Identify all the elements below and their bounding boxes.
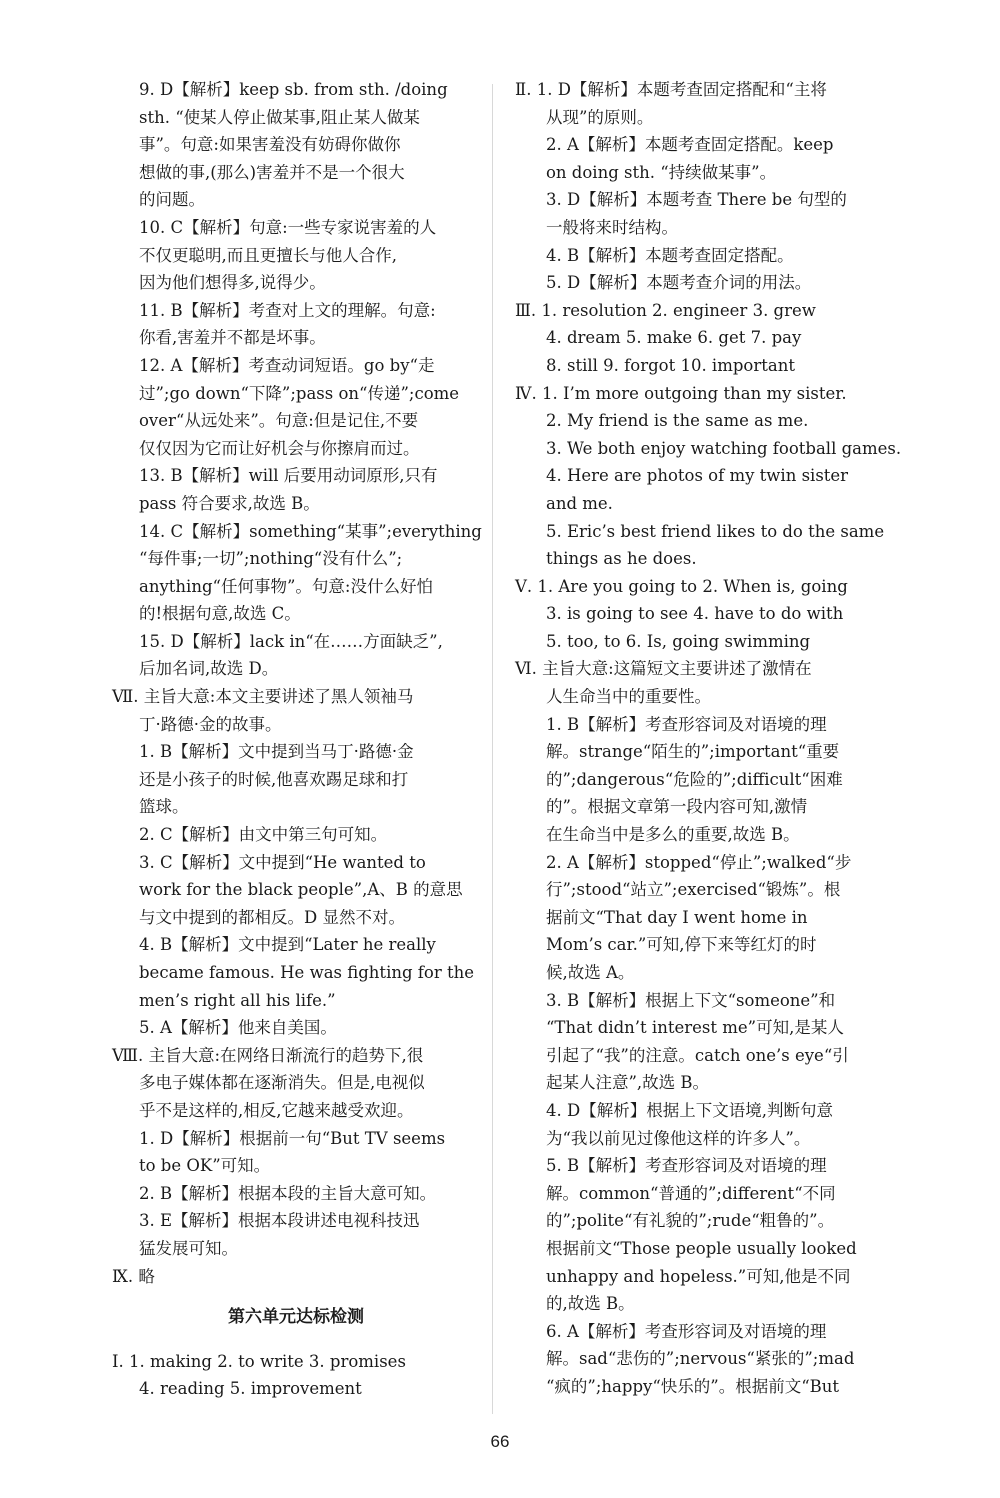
text-line: 3. We both enjoy watching football games. [546,438,902,458]
text-line: became famous. He was fighting for the [139,963,474,982]
text-line: 根据前文“Those people usually looked [546,1238,857,1258]
text-line: 不仅更聪明,而且更擅长与他人合作, [139,245,397,265]
text-line: 10. C【解析】句意:一些专家说害羞的人 [139,217,437,237]
text-line: and me. [546,493,613,513]
text-line: 5. D【解析】本题考查介词的用法。 [546,273,812,293]
text-line: 解。strange“陌生的”;important“重要 [546,742,840,762]
text-line: 1. D【解析】根据前一句“But TV seems [139,1128,446,1148]
text-line: 2. B【解析】根据本段的主旨大意可知。 [139,1183,437,1203]
text-line: Ⅲ. 1. resolution 2. engineer 3. grew [515,300,816,320]
text-line: 12. A【解析】考查动词短语。go by“走 [139,355,435,375]
text-line: Ⅸ. 略 [112,1266,155,1286]
text-line: 4. B【解析】文中提到“Later he really [139,935,436,955]
text-line: 从现”的原则。 [546,107,654,127]
text-line: 3. D【解析】本题考查 There be 句型的 [546,190,847,210]
text-line: work for the black people”,A、B 的意思 [139,880,463,900]
text-line: 想做的事,(那么)害羞并不是一个很大 [139,162,405,182]
text-line: 2. A【解析】stopped“停止”;walked“步 [546,852,852,872]
text-line: 2. A【解析】本题考查固定搭配。keep [546,135,834,155]
text-line: 过”;go down“下降”;pass on“传递”;come [139,383,460,403]
text-line: 篮球。 [139,797,189,817]
text-line: 还是小孩子的时候,他喜欢踢足球和打 [139,769,409,789]
text-line: 行”;stood“站立”;exercised“锻炼”。根 [546,880,841,900]
text-line: 引起了“我”的注意。catch one’s eye“引 [546,1045,849,1065]
text-line: pass 符合要求,故选 B。 [139,493,320,513]
text-line: 丁·路德·金的故事。 [139,714,282,734]
text-line: 1. B【解析】考查形容词及对语境的理 [546,714,827,734]
text-line: sth. “使某人停止做某事,阻止某人做某 [139,107,420,127]
text-line: 5. too, to 6. Is, going swimming [546,631,811,651]
text-line: 5. B【解析】考查形容词及对语境的理 [546,1156,827,1176]
text-line: 起某人注意”,故选 B。 [546,1073,710,1093]
text-line: Mom’s car.”可知,停下来等红灯的时 [546,935,817,955]
text-line: “每件事;一切”;nothing“没有什么”; [139,549,403,569]
text-line: 13. B【解析】will 后要用动词原形,只有 [139,466,438,486]
text-line: 3. B【解析】根据上下文“someone”和 [546,990,836,1010]
text-line: 的”。根据文章第一段内容可知,激情 [546,797,808,817]
text-line: 15. D【解析】lack in“在……方面缺乏”, [139,631,443,651]
text-line: 2. C【解析】由文中第三句可知。 [139,825,388,845]
text-line: “疯的”;happy“快乐的”。根据前文“But [546,1376,840,1396]
right-column [515,76,902,1401]
text-line: 解。common“普通的”;different“不同 [546,1183,836,1203]
text-line: 5. A【解析】他来自美国。 [139,1018,337,1038]
column-divider [492,84,493,1414]
text-line: 1. B【解析】文中提到当马丁·路德·金 [139,742,414,762]
text-line: 的问题。 [139,190,205,210]
text-line: 与文中提到的都相反。D 显然不对。 [139,907,405,927]
text-line: 后加名词,故选 D。 [139,659,279,679]
left-column [112,76,480,1403]
text-line: 因为他们想得多,说得少。 [139,273,326,293]
text-line: 2. My friend is the same as me. [546,411,809,431]
text-line: 4. reading 5. improvement [139,1379,362,1399]
text-line: 多电子媒体都在逐渐消失。但是,电视似 [139,1073,425,1093]
text-line: “That didn’t interest me”可知,是某人 [546,1018,844,1038]
page-number: 66 [490,1432,510,1451]
text-line: 3. C【解析】文中提到“He wanted to [139,852,426,872]
text-line: 在生命当中是多么的重要,故选 B。 [546,825,800,845]
text-line: 4. Here are photos of my twin sister [546,466,849,486]
text-line: 事”。句意:如果害羞没有妨碍你做你 [139,135,401,155]
text-line: 的”;dangerous“危险的”;difficult“困难 [546,769,843,789]
text-line: over“从远处来”。句意:但是记住,不要 [139,411,419,431]
text-line: unhappy and hopeless.”可知,他是不同 [546,1266,851,1286]
text-line: 9. D【解析】keep sb. from sth. /doing [139,80,448,99]
text-line: 的!根据句意,故选 C。 [139,604,301,624]
text-line: 仅仅因为它而让好机会与你擦肩而过。 [139,438,420,458]
text-line: Ⅳ. 1. I’m more outgoing than my sister. [515,383,847,403]
text-line: things as he does. [546,549,697,569]
text-line: 14. C【解析】something“某事”;everything [139,521,482,541]
text-line: 8. still 9. forgot 10. important [546,355,795,375]
text-line: 4. dream 5. make 6. get 7. pay [546,328,802,348]
section-heading: 第六单元达标检测 [228,1307,364,1328]
text-line: Ⅵ. 主旨大意:这篇短文主要讲述了激情在 [515,659,812,679]
text-line: 4. D【解析】根据上下文语境,判断句意 [546,1100,833,1120]
text-line: 为“我以前见过像他这样的许多人”。 [546,1128,811,1148]
text-line: 你看,害羞并不都是坏事。 [139,328,326,348]
text-line: 人生命当中的重要性。 [546,687,711,707]
text-line: 的”;polite“有礼貌的”;rude“粗鲁的”。 [546,1211,835,1231]
text-line: 猛发展可知。 [139,1238,238,1258]
text-line: 5. Eric’s best friend likes to do the same [546,521,885,541]
text-line: 一般将来时结构。 [546,217,678,237]
text-line: Ⅰ. 1. making 2. to write 3. promises [112,1351,406,1371]
text-line: Ⅶ. 主旨大意:本文主要讲述了黑人领袖马 [112,687,414,707]
text-line: on doing sth. “持续做某事”。 [546,162,777,182]
text-line: 3. is going to see 4. have to do with [546,604,844,624]
text-line: 的,故选 B。 [546,1294,635,1314]
text-line: 6. A【解析】考查形容词及对语境的理 [546,1321,827,1341]
text-line: Ⅱ. 1. D【解析】本题考查固定搭配和“主将 [515,80,827,99]
text-line: 乎不是这样的,相反,它越来越受欢迎。 [139,1100,414,1120]
text-line: 解。sad“悲伤的”;nervous“紧张的”;mad [546,1349,855,1369]
text-line: anything“任何事物”。句意:没什么好怕 [139,576,433,596]
text-line: Ⅴ. 1. Are you going to 2. When is, going [515,576,848,596]
text-line: 候,故选 A。 [546,963,635,982]
text-line: to be OK”可知。 [139,1156,271,1176]
text-line: 4. B【解析】本题考查固定搭配。 [546,245,794,265]
text-line: 3. E【解析】根据本段讲述电视科技迅 [139,1211,420,1231]
text-line: Ⅷ. 主旨大意:在网络日渐流行的趋势下,很 [112,1045,424,1065]
text-line: 据前文“That day I went home in [546,907,808,927]
text-line: men’s right all his life.” [139,990,336,1010]
text-line: 11. B【解析】考查对上文的理解。句意: [139,300,436,320]
